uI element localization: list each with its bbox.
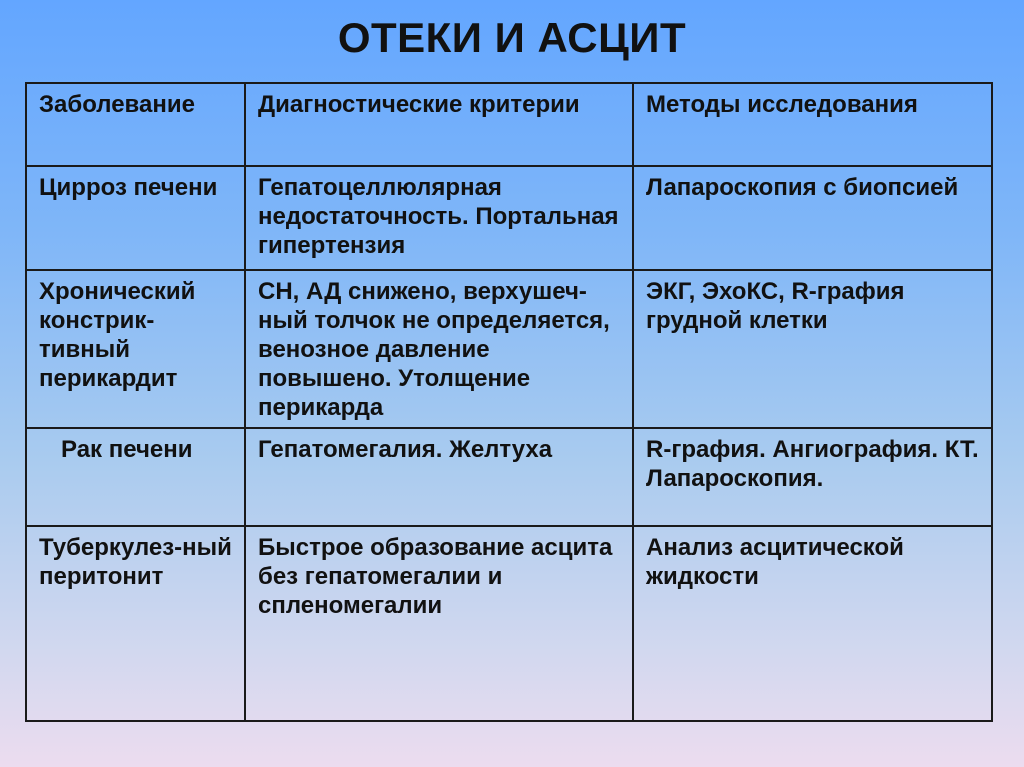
- header-cell-criteria: Диагностические критерии: [245, 83, 633, 166]
- disease-cell: Туберкулез-ный перитонит: [26, 526, 245, 721]
- table-row: [26, 428, 992, 526]
- disease-cell: Рак печени: [26, 428, 245, 526]
- criteria-cell: Гепатоцеллюлярная недостаточность. Портальная гипертензия: [245, 166, 633, 270]
- header-row: [26, 83, 992, 166]
- disease-cell: Цирроз печени: [26, 166, 245, 270]
- table-row: [26, 526, 992, 721]
- methods-cell: ЭКГ, ЭхоКС, R-графия грудной клетки: [633, 270, 992, 428]
- methods-cell: Лапароскопия с биопсией: [633, 166, 992, 270]
- disease-table: [25, 82, 993, 722]
- page-title: ОТЕКИ И АСЦИТ: [337, 14, 687, 61]
- criteria-cell: Быстрое образование асцита без гепатомегалии и спленомегалии: [245, 526, 633, 721]
- criteria-cell: Гепатомегалия. Желтуха: [245, 428, 633, 526]
- methods-cell: R-графия. Ангиография. КТ. Лапароскопия.: [633, 428, 992, 526]
- criteria-cell: СН, АД снижено, верхушеч-ный толчок не определяется, венозное давление повышено. Утолщение перикарда: [245, 270, 633, 428]
- header-cell-methods: Методы исследования: [633, 83, 992, 166]
- header-cell-disease: Заболевание: [26, 83, 245, 166]
- table-row: [26, 166, 992, 270]
- table-row: [26, 270, 992, 428]
- methods-cell: Анализ асцитической жидкости: [633, 526, 992, 721]
- disease-cell: Хронический констрик-тивный перикардит: [26, 270, 245, 428]
